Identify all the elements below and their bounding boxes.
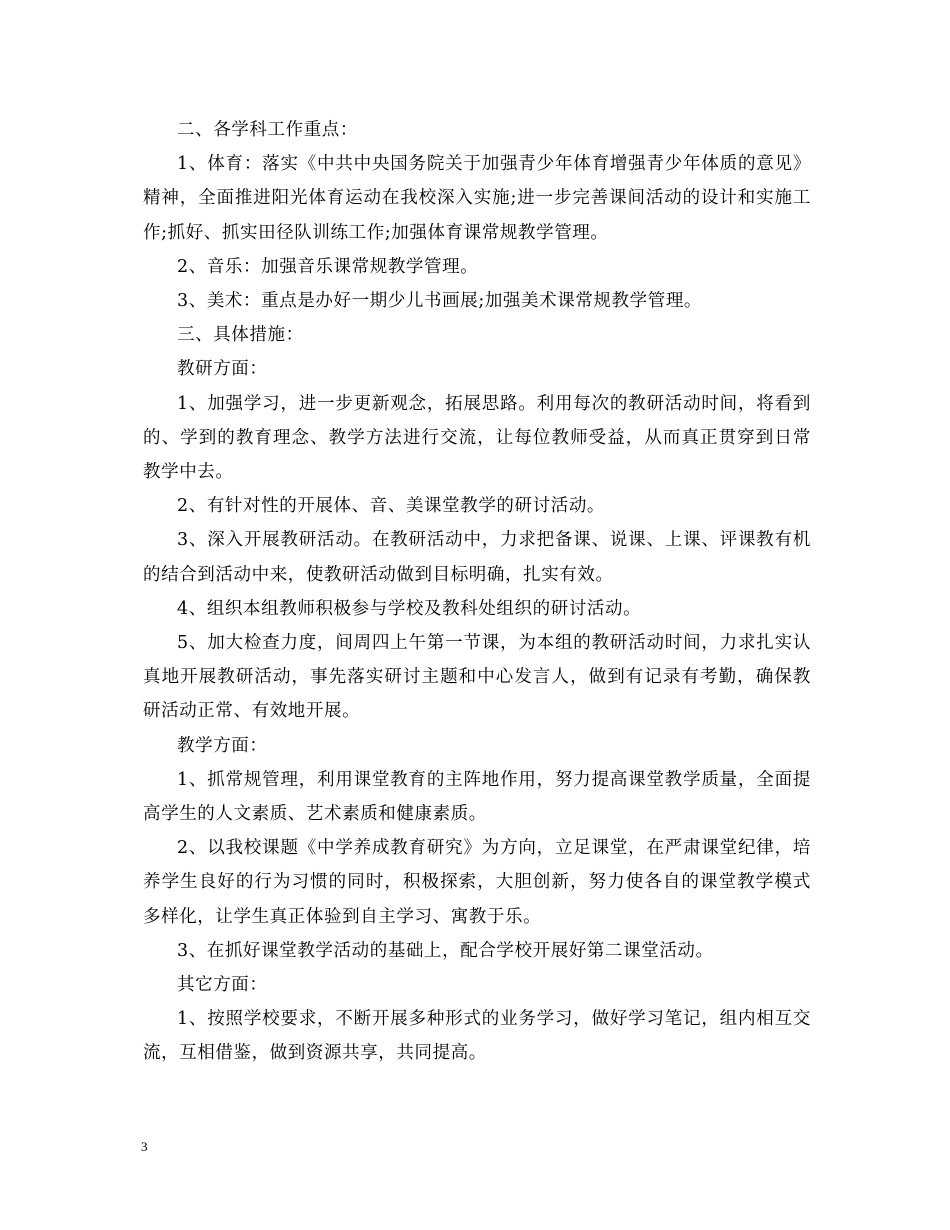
- paragraph-research-4: 4、组织本组教师积极参与学校及教科处组织的研讨活动。: [177, 598, 642, 619]
- section-heading-measures: 三、具体措施：: [177, 325, 304, 346]
- paragraph-teaching-3: 3、在抓好课堂教学活动的基础上，配合学校开展好第二课堂活动。: [177, 940, 714, 961]
- paragraph-art: 3、美术：重点是办好一期少儿书画展;加强美术课常规教学管理。: [177, 291, 703, 312]
- paragraph-teaching-1: 1、抓常规管理，利用课堂教育的主阵地作用，努力提高课堂教学质量，全面提高学生的人文素质、艺术素质和健康素质。: [143, 769, 811, 825]
- page-number: 3: [141, 1139, 148, 1154]
- section-heading-subject-priorities: 二、各学科工作重点：: [177, 120, 358, 140]
- paragraph-other-1: 1、按照学校要求，不断开展多种形式的业务学习，做好学习笔记，组内相互交流，互相借鉴，做到资源共享，共同提高。: [143, 1009, 811, 1064]
- paragraph-research-1: 1、加强学习，进一步更新观念，拓展思路。利用每次的教研活动时间，将看到的、学到的教育理念、教学方法进行交流，让每位教师受益，从而真正贯穿到日常教学中去。: [143, 393, 811, 483]
- paragraph-pe: 1、体育：落实《中共中央国务院关于加强青少年体育增强青少年体质的意见》精神，全面推进阳光体育运动在我校深入实施;进一步完善课间活动的设计和实施工作;抓好、抓实田径队训练工作;加强体育课常规教学管理。: [143, 154, 811, 243]
- paragraph-music: 2、音乐：加强音乐课常规教学管理。: [177, 256, 479, 277]
- paragraph-research-3: 3、深入开展教研活动。在教研活动中，力求把备课、说课、上课、评课教有机的结合到活动中来，使教研活动做到目标明确，扎实有效。: [143, 530, 811, 585]
- paragraph-research-5: 5、加大检查力度，间周四上午第一节课，为本组的教研活动时间，力求扎实认真地开展教研活动，事先落实研讨主题和中心发言人，做到有记录有考勤，确保教研活动正常、有效地开展。: [143, 633, 811, 722]
- document-body: [143, 113, 811, 1071]
- paragraph-teaching-2: 2、以我校课题《中学养成教育研究》为方向，立足课堂，在严肃课堂纪律，培养学生良好的行为习惯的同时，积极探索，大胆创新，努力使各自的课堂教学模式多样化，让学生真正体验到自主学习、寓教于乐。: [143, 838, 811, 927]
- subheading-teaching-research: 教研方面：: [177, 359, 268, 380]
- paragraph-research-2: 2、有针对性的开展体、音、美课堂教学的研讨活动。: [177, 496, 606, 517]
- subheading-other: 其它方面：: [177, 975, 268, 996]
- subheading-teaching: 教学方面：: [177, 735, 268, 756]
